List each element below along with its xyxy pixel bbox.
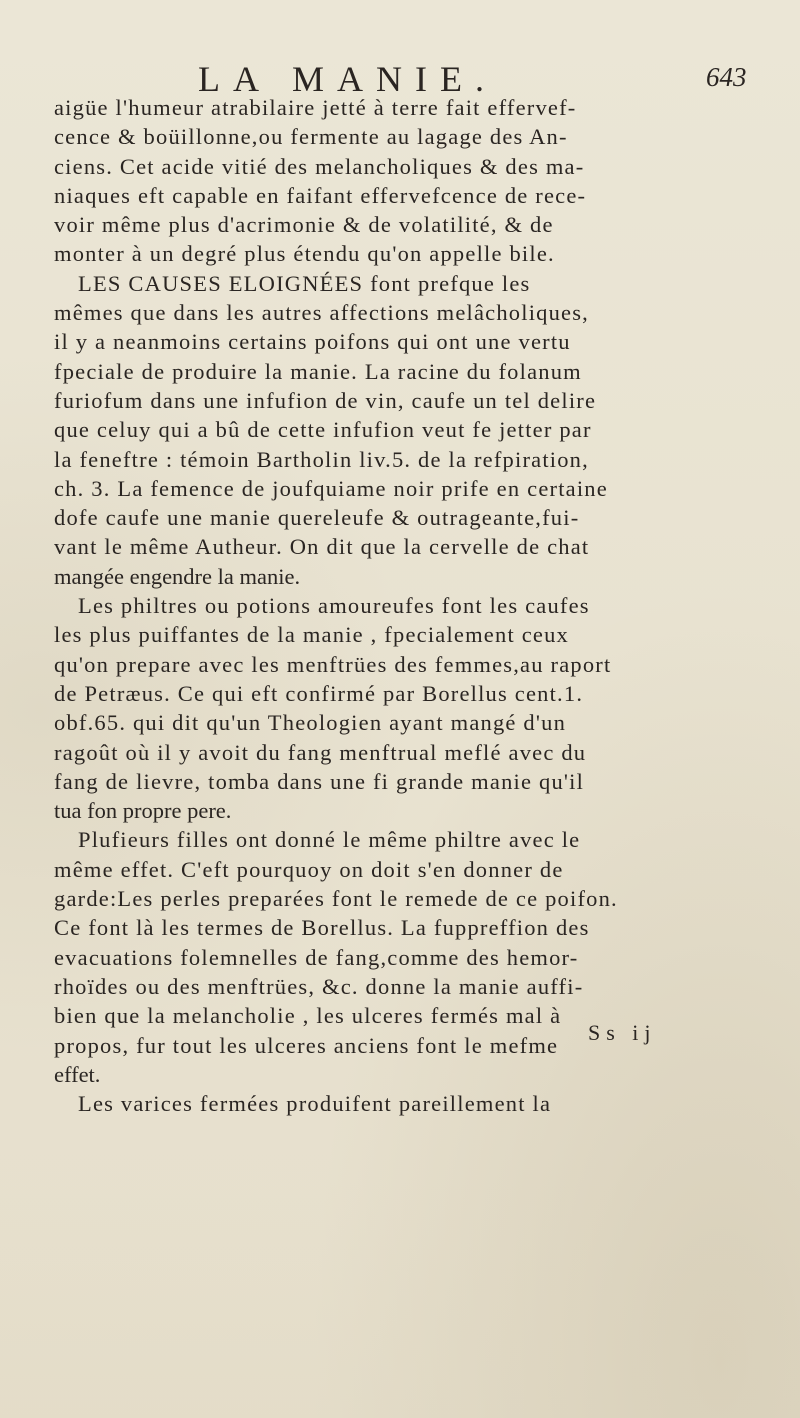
text-line: vant le même Autheur. On dit que la cervelle de chat: [54, 534, 590, 560]
text-line: effet.: [54, 1061, 101, 1087]
text-line: propos, fur tout les ulceres anciens font le mefme: [54, 1032, 559, 1058]
page-shading: [0, 1180, 800, 1418]
signature-mark: Ss ij: [588, 1020, 657, 1045]
text-line: dofe caufe une manie quereleufe & outrageante,fui-: [54, 505, 580, 531]
text-line: ch. 3. La femence de joufquiame noir prife en certaine: [54, 475, 608, 501]
text-line: bien que la melancholie , les ulceres fermés mal à: [54, 1003, 562, 1029]
page-header: [0, 58, 800, 98]
text-line: ragoût où il y avoit du fang menftrual meflé avec du: [54, 739, 587, 765]
text-line: evacuations folemnelles de fang,comme des hemor-: [54, 944, 579, 970]
section-heading-line: LES CAUSES ELOIGNÉES font prefque les: [78, 270, 531, 296]
text-line: même effet. C'eft pourquoy on doit s'en donner de: [54, 856, 564, 882]
paragraph-start-line: Les varices fermées produifent pareillement la: [78, 1091, 552, 1117]
text-line: furiofum dans une infufion de vin, caufe un tel delire: [54, 387, 597, 413]
text-line: monter à un degré plus étendu qu'on appelle bile.: [54, 241, 555, 267]
text-line: de Petræus. Ce qui eft confirmé par Borellus cent.1.: [54, 680, 584, 706]
text-line: obf.65. qui dit qu'un Theologien ayant mangé d'un: [54, 710, 567, 736]
text-line: voir même plus d'acrimonie & de volatilité, & de: [54, 212, 554, 238]
text-line: fpeciale de produire la manie. La racine du folanum: [54, 358, 582, 384]
text-line: que celuy qui a bû de cette infufion veut fe jetter par: [54, 417, 592, 443]
text-line: les plus puiffantes de la manie , fpecialement ceux: [54, 622, 569, 648]
text-line: mêmes que dans les autres affections melâcholiques,: [54, 300, 590, 326]
running-title: LA MANIE.: [198, 59, 497, 99]
body-text: [54, 93, 744, 1118]
text-line: qu'on prepare avec les menftrües des femmes,au raport: [54, 651, 612, 677]
text-line: cence & boüillonne,ou fermente au lagage des An-: [54, 124, 568, 150]
text-line: mangée engendre la manie.: [54, 563, 301, 589]
text-line: la feneftre : témoin Bartholin liv.5. de la refpiration,: [54, 446, 589, 472]
paragraph-start-line: Plufieurs filles ont donné le même philtre avec le: [78, 827, 581, 853]
text-line: rhoïdes ou des menftrües, &c. donne la manie auffi-: [54, 973, 584, 999]
text-line: Ce font là les termes de Borellus. La fuppreffion des: [54, 915, 590, 941]
text-line: aigüe l'humeur atrabilaire jetté à terre fait effervef-: [54, 95, 577, 120]
page-number: 643: [706, 62, 747, 92]
text-line: niaques eft capable en faifant effervefcence de rece-: [54, 182, 587, 208]
text-line: ciens. Cet acide vitié des melancholiques & des ma-: [54, 153, 585, 179]
text-line: fang de lievre, tomba dans une fi grande manie qu'il: [54, 768, 585, 794]
text-line: tua fon propre pere.: [54, 798, 232, 824]
text-line: garde:Les perles preparées font le remede de ce poifon.: [54, 886, 618, 912]
text-line: il y a neanmoins certains poifons qui ont une vertu: [54, 329, 571, 355]
paragraph-start-line: Les philtres ou potions amoureufes font les caufes: [78, 593, 590, 619]
